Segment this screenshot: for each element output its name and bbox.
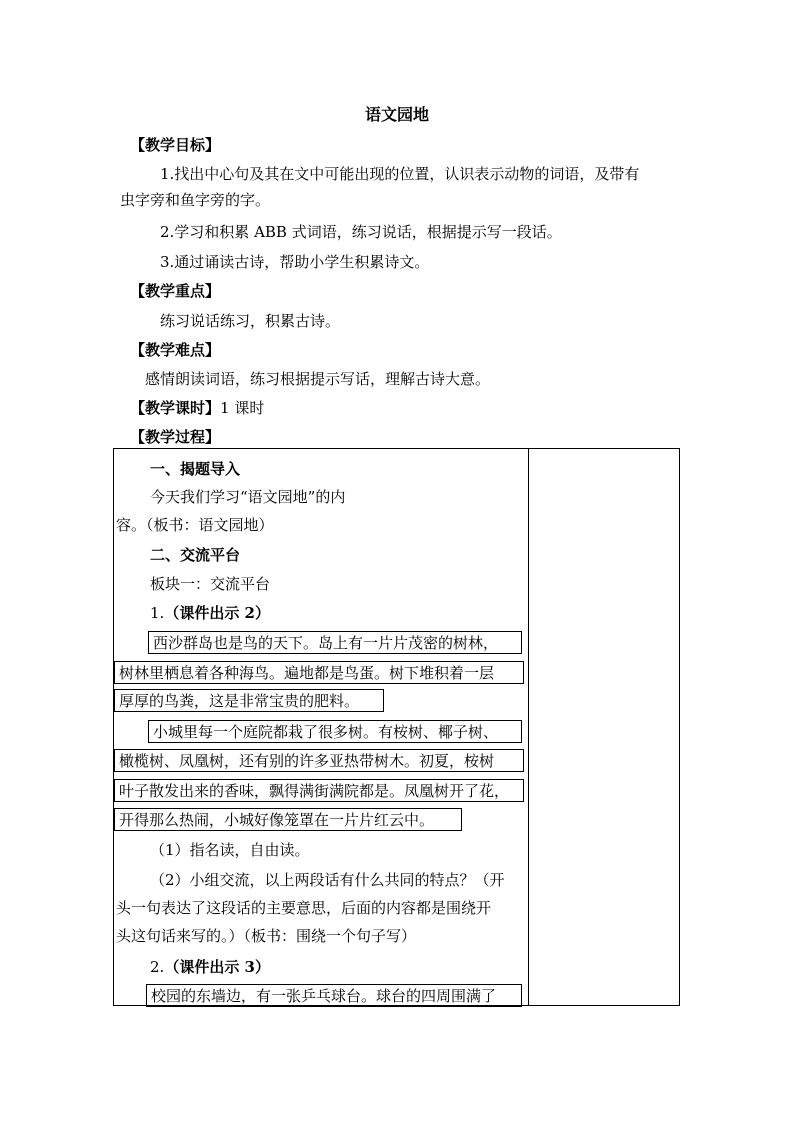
lesson-process-table (113, 448, 680, 1006)
objective-2: 2.学习和积累 ABB 式词语，练习说话，根据提示写一段话。 (160, 223, 562, 241)
courseware-3: 2.（课件出示 3） (150, 958, 270, 976)
step-2-line-1: （2）小组交流，以上两段话有什么共同的特点？（开 (150, 871, 505, 889)
courseware-2: 1.（课件出示 2） (150, 604, 270, 622)
page-title: 语文园地 (364, 105, 429, 124)
passage-3-line-1: 校园的东墙边，有一张乒乓球台。球台的四周围满了 (146, 984, 522, 1007)
passage-2-line-3: 叶子散发出来的香味，飘得满街满院都是。凤凰树开了花， (114, 779, 524, 802)
difficulty-text: 感情朗读词语，练习根据提示写话，理解古诗大意。 (145, 370, 491, 388)
passage-1-line-2: 树林里栖息着各种海鸟。遍地都是鸟蛋。树下堆积着一层 (114, 661, 524, 684)
passage-1-line-3: 厚厚的鸟粪，这是非常宝贵的肥料。 (114, 689, 384, 712)
step-2-line-3: 头这句话来写的。）（板书：围绕一个句子写） (116, 927, 417, 945)
objective-3: 3.通过诵读古诗，帮助小学生积累诗文。 (160, 253, 430, 271)
process-header: 【教学过程】 (130, 428, 221, 446)
class-hours (130, 398, 264, 418)
intro-line-2: 容。（板书：语文园地） (116, 516, 274, 534)
difficulty-header: 【教学难点】 (130, 341, 221, 359)
objective-1-line-2: 虫字旁和鱼字旁的字。 (120, 191, 271, 209)
key-points-header: 【教学重点】 (130, 282, 221, 300)
step-2-line-2: 头一句表达了这段话的主要意思，后面的内容都是围绕开 (116, 899, 492, 917)
block-1-title: 板块一：交流平台 (150, 575, 271, 593)
objectives-header: 【教学目标】 (130, 136, 221, 154)
class-hours-text: 1 课时 (220, 399, 265, 417)
part-1-title: 一、揭题导入 (150, 460, 241, 478)
part-2-title: 二、交流平台 (150, 546, 241, 564)
passage-2-line-2: 橄榄树、凤凰树，还有别的许多亚热带树木。初夏，桉树 (114, 749, 524, 772)
objective-1-line-1: 1.找出中心句及其在文中可能出现的位置，认识表示动物的词语，及带有 (160, 165, 640, 183)
step-1: （1）指名读，自由读。 (150, 841, 310, 859)
passage-2-line-1: 小城里每一个庭院都栽了很多树。有桉树、椰子树、 (148, 720, 522, 743)
passage-1-line-1: 西沙群岛也是鸟的天下。岛上有一片片茂密的树林， (148, 631, 522, 654)
table-column-divider (528, 449, 529, 1005)
passage-2-line-4: 开得那么热闹，小城好像笼罩在一片片红云中。 (114, 808, 462, 831)
intro-line-1: 今天我们学习“语文园地”的内 (150, 488, 346, 506)
class-hours-header: 【教学课时】 (130, 399, 221, 417)
key-points-text: 练习说话练习，积累古诗。 (160, 312, 341, 330)
